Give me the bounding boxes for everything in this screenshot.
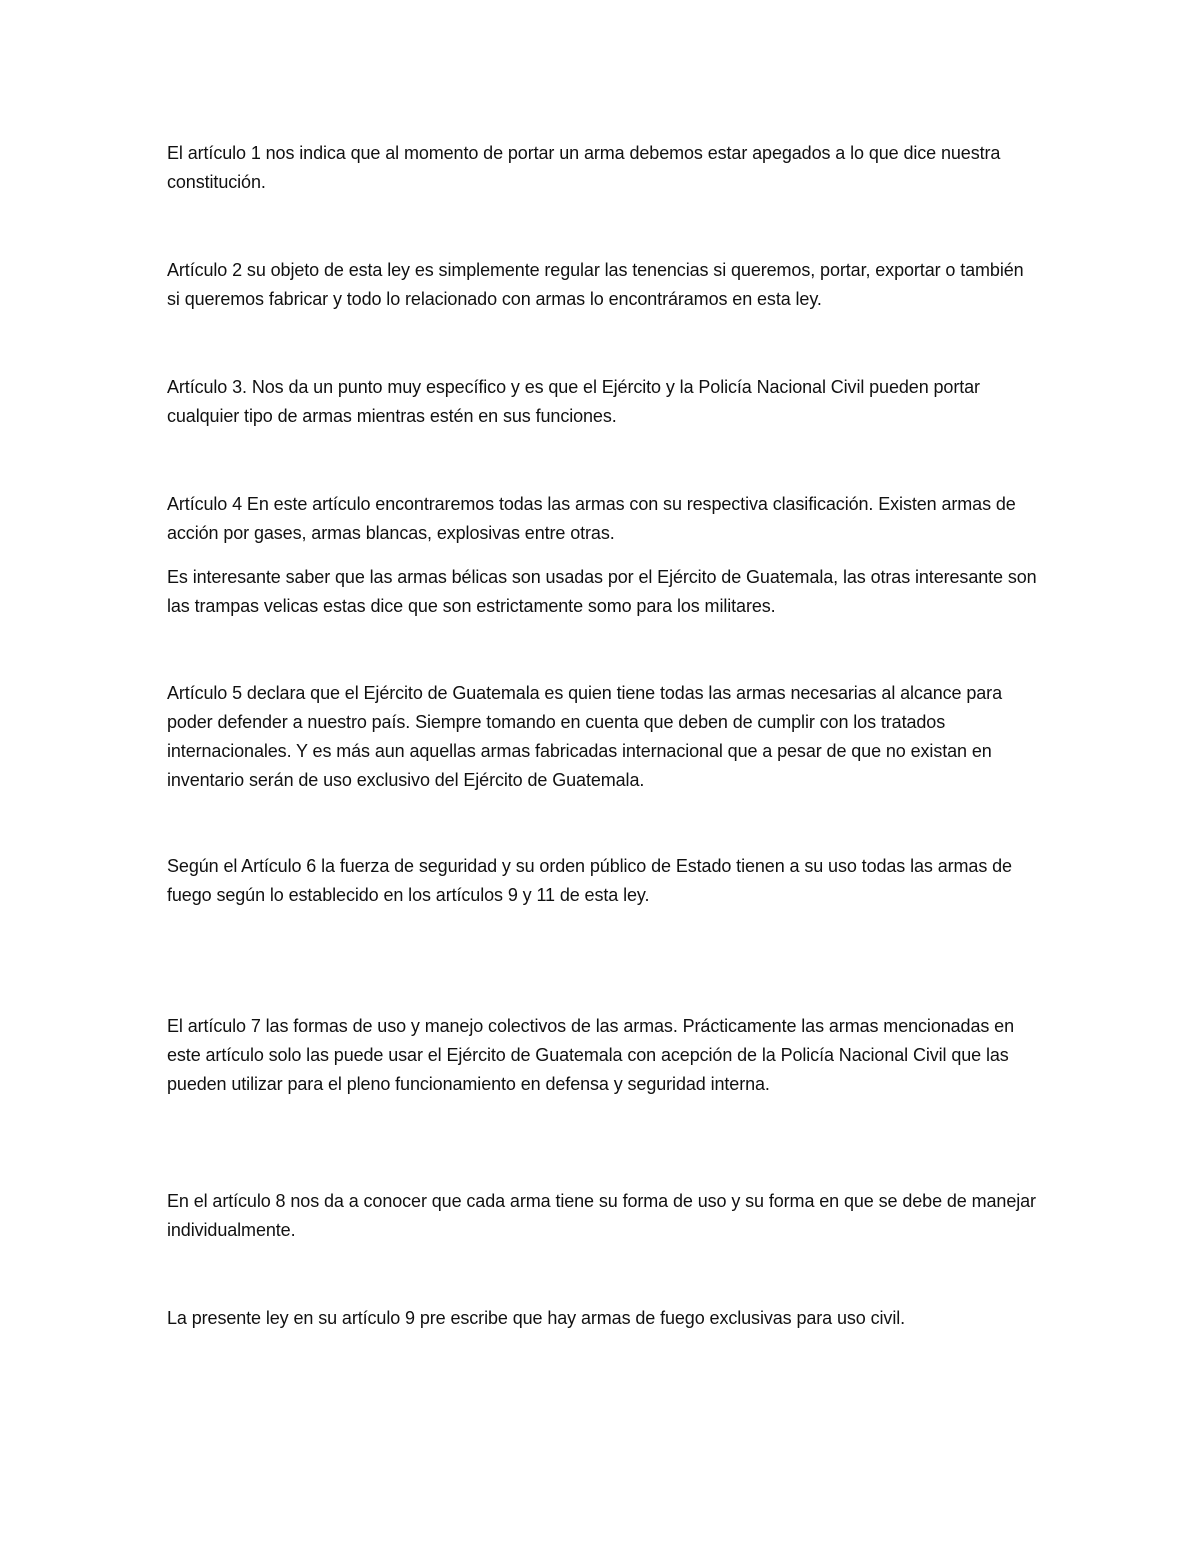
paragraph-article-2: Artículo 2 su objeto de esta ley es simplemente regular las tenencias si queremos, portar, exportar o también si queremos fabricar y todo lo relacionado con armas lo encontráramos en esta ley.	[167, 260, 1024, 309]
paragraph-article-4-continued: Es interesante saber que las armas bélicas son usadas por el Ejército de Guatemala, las otras interesante son las trampas velicas estas dice que son estrictamente somo para los militares.	[167, 567, 1037, 616]
paragraph-article-6: Según el Artículo 6 la fuerza de seguridad y su orden público de Estado tienen a su uso todas las armas de fuego según lo establecido en los artículos 9 y 11 de esta ley.	[167, 856, 1012, 905]
paragraph-article-1: El artículo 1 nos indica que al momento de portar un arma debemos estar apegados a lo que dice nuestra constitución.	[167, 143, 1001, 192]
paragraph-article-7: El artículo 7 las formas de uso y manejo colectivos de las armas. Prácticamente las armas mencionadas en este artículo solo las puede usar el Ejército de Guatemala con acepción de la Policía Nacional Civil que las pueden utilizar para el pleno funcionamiento en defensa y seguridad interna.	[167, 1016, 1014, 1094]
paragraph-article-3: Artículo 3. Nos da un punto muy específico y es que el Ejército y la Policía Nacional Civil pueden portar cualquier tipo de armas mientras estén en sus funciones.	[167, 377, 980, 426]
paragraph-article-8: En el artículo 8 nos da a conocer que cada arma tiene su forma de uso y su forma en que se debe de manejar individualmente.	[167, 1191, 1036, 1240]
paragraph-article-4: Artículo 4 En este artículo encontraremos todas las armas con su respectiva clasificación. Existen armas de acción por gases, armas blancas, explosivas entre otras.	[167, 494, 1016, 543]
paragraph-article-5: Artículo 5 declara que el Ejército de Guatemala es quien tiene todas las armas necesarias al alcance para poder defender a nuestro país. Siempre tomando en cuenta que deben de cumplir con los tratados internacionales. Y es más aun aquellas armas fabricadas internacional que a pesar de que no existan en inventario serán de uso exclusivo del Ejército de Guatemala.	[167, 683, 1002, 790]
paragraph-article-9: La presente ley en su artículo 9 pre escribe que hay armas de fuego exclusivas para uso civil.	[167, 1308, 906, 1328]
